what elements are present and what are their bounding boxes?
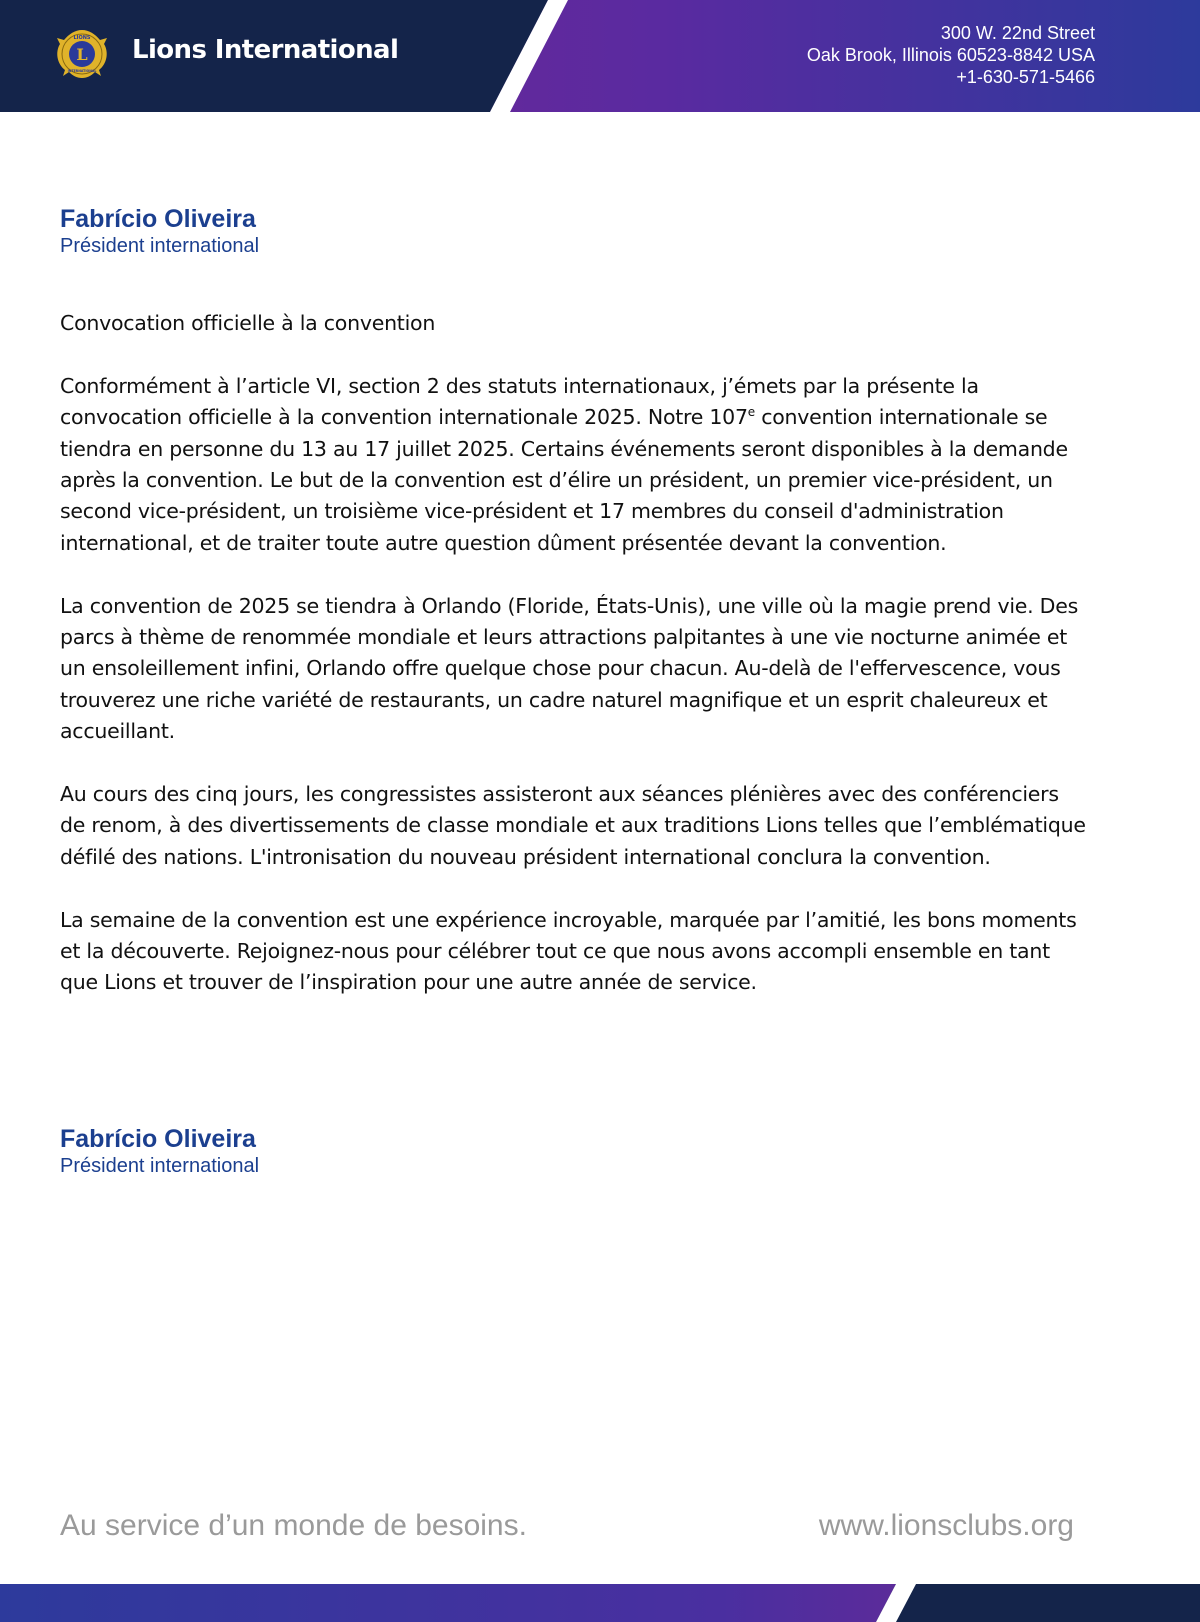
- letter-paragraph-1: Conformément à l’article VI, section 2 des statuts internationaux, j’émets par la présente la convocation officielle à la convention internationale 2025. Notre 107e convention internationale se tiendra en personne du 13 au 17 juillet 2025. Certains événements seront disponibles à la demande après la convention. Le but de la convention est d’élire un président, un premier vice-président, un second vice-président, un troisième vice-président et 17 membres du conseil d'administration international, et de traiter toute autre question dûment présentée devant la convention.: [60, 373, 1068, 555]
- letter-paragraph-2: La convention de 2025 se tiendra à Orlando (Floride, États-Unis), une ville où la magie prend vie. Des parcs à thème de renommée mondiale et leurs attractions palpitantes à une vie nocturne animée et un ensoleillement infini, Orlando offre quelque chose pour chacun. Au-delà de l'effervescence, vous trouverez une riche variété de restaurants, un cadre naturel magnifique et un esprit chaleureux et accueillant.: [60, 593, 1078, 744]
- signature-title: Président international: [60, 1155, 260, 1177]
- sender-name: Fabrício Oliveira: [60, 205, 256, 233]
- signature-block: [60, 1124, 259, 1178]
- svg-text:L: L: [76, 45, 88, 64]
- letter-subject: Convocation officielle à la convention: [60, 311, 436, 335]
- address-phone: +1-630-571-5466: [956, 67, 1095, 87]
- lions-logo-icon: [55, 24, 109, 84]
- address-street: 300 W. 22nd Street: [940, 23, 1095, 43]
- letter-body: [60, 308, 1090, 1030]
- letter-paragraph-4: La semaine de la convention est une expérience incroyable, marquée par l’amitié, les bons moments et la découverte. Rejoignez-nous pour célébrer tout ce que nous avons accompli ensemble en tant que Lions et trouver de l’inspiration pour une autre année de service.: [60, 907, 1077, 995]
- brand-name: Lions International: [132, 35, 399, 65]
- sender-block: [60, 204, 259, 258]
- signature-name: Fabrício Oliveira: [60, 1125, 256, 1153]
- sender-title: Président international: [60, 235, 260, 257]
- letter-paragraph-3: Au cours des cinq jours, les congressistes assisteront aux séances plénières avec des conférenciers de renom, à des divertissements de classe mondiale et aux traditions Lions telles que l’emblématique défilé des nations. L'intronisation du nouveau président international conclura la convention.: [60, 782, 1086, 869]
- footer-bar: [0, 1584, 1200, 1622]
- svg-text:LIONS: LIONS: [73, 35, 91, 41]
- letterhead-header: [0, 0, 1200, 112]
- address-block: [807, 22, 1095, 88]
- svg-text:INTERNATIONAL: INTERNATIONAL: [67, 69, 97, 73]
- footer-website-link[interactable]: www.lionsclubs.org: [818, 1509, 1074, 1542]
- address-city: Oak Brook, Illinois 60523-8842 USA: [806, 45, 1095, 65]
- footer-tagline: Au service d’un monde de besoins.: [60, 1509, 527, 1542]
